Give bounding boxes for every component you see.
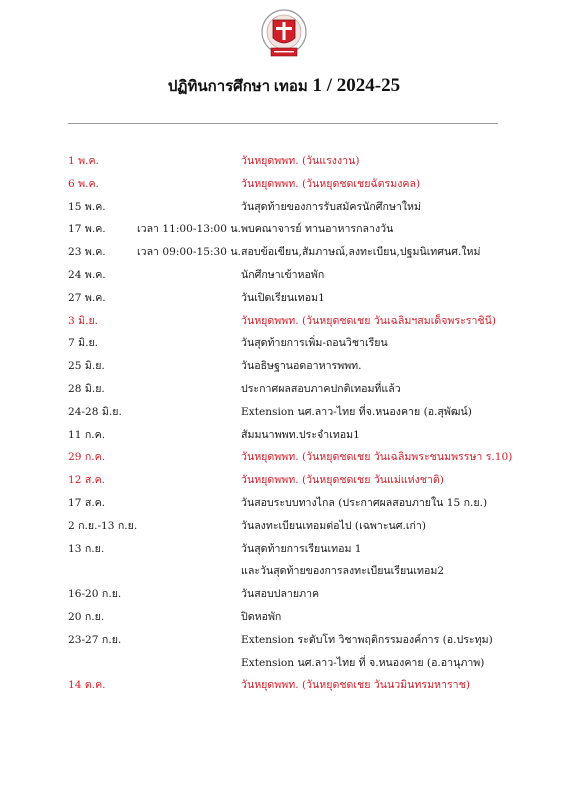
title-text: ปฏิทินการศึกษา เทอม [167,79,308,95]
calendar-row [0,515,568,538]
event-date: 23-27 ก.ย. [68,633,122,646]
calendar-row [0,446,568,469]
event-date: 6 พ.ค. [68,177,99,190]
calendar-row [0,378,568,401]
page-title [0,74,568,98]
event-description: Extension ระดับโท วิชาพฤติกรรมองค์การ (อ.ประทุม) [241,633,493,646]
event-description: วันอธิษฐานอดอาหารพพท. [241,360,362,373]
event-date: 23 พ.ค. [68,246,106,259]
calendar-row [0,173,568,196]
calendar-row [0,401,568,424]
event-time: เวลา 11:00-13:00 น. [137,223,241,236]
event-description: วันหยุดพพท. (วันแรงงาน) [241,155,360,167]
calendar-row [0,196,568,219]
calendar-list [0,150,568,697]
event-date: 12 ส.ค. [68,474,106,487]
calendar-row [0,492,568,515]
event-date: 17 ส.ค. [68,496,106,509]
event-description: วันลงทะเบียนเทอมต่อไป (เฉพาะนศ.เก่า) [241,519,426,532]
event-date: 29 ก.ค. [68,451,106,464]
event-date: 11 ก.ค. [68,428,106,441]
calendar-row [0,241,568,264]
calendar-row [0,264,568,287]
calendar-row [0,287,568,310]
event-date: 2 ก.ย.-13 ก.ย. [68,519,138,532]
event-description: นักศึกษาเข้าหอพัก [241,268,325,281]
event-date: 28 มิ.ย. [68,382,105,395]
event-description: วันหยุดพพท. (วันหยุดชดเชย วันแม่แห่งชาติ) [241,474,444,487]
event-date: 14 ต.ค. [68,679,106,692]
event-date: 1 พ.ค. [68,155,99,167]
event-description: ประกาศผลสอบภาคปกติเทอมที่แล้ว [241,382,401,395]
calendar-row [0,674,568,697]
event-date: 25 มิ.ย. [68,360,105,373]
calendar-row [0,652,568,675]
event-description: สอบข้อเขียน,สัมภาษณ์,ลงทะเบียน,ปฐมนิเทศนศ.ใหม่ [241,246,481,259]
event-description: วันสุดท้ายการเรียนเทอม 1 [241,542,362,555]
event-description: ปิดหอพัก [241,610,282,623]
event-date: 15 พ.ค. [68,200,106,213]
event-date: 16-20 ก.ย. [68,588,122,601]
calendar-row [0,606,568,629]
calendar-row [0,469,568,492]
event-date: 13 ก.ย. [68,542,105,555]
calendar-row [0,332,568,355]
event-description: Extension นศ.ลาว-ไทย ที่ จ.หนองคาย (อ.อานุภาพ) [241,656,485,669]
event-date: 27 พ.ค. [68,291,106,304]
event-description: วันหยุดพพท. (วันหยุดชดเชย วันนวมินทรมหาราช) [241,679,470,692]
calendar-row [0,629,568,652]
event-date: 20 ก.ย. [68,610,105,623]
event-description: วันสุดท้ายของการรับสมัครนักศึกษาใหม่ [241,200,422,213]
event-description: วันหยุดพพท. (วันหยุดชดเชย วันเฉลิมฯสมเด็จพระราชินี) [241,314,496,327]
event-description: Extension นศ.ลาว-ไทย ที่จ.หนองคาย (อ.สุพัฒน์) [241,405,472,418]
event-date: 24-28 มิ.ย. [68,405,122,418]
event-description: วันหยุดพพท. (วันหยุดชดเชยฉัตรมงคล) [241,177,421,190]
event-description: วันสอบปลายภาค [241,588,320,601]
calendar-row [0,355,568,378]
event-description: วันหยุดพพท. (วันหยุดชดเชย วันเฉลิมพระชนมพรรษา ร.10) [241,451,513,464]
divider [68,123,498,124]
event-description: วันเปิดเรียนเทอม1 [241,291,325,304]
title-term: 1 / 2024-25 [312,75,401,96]
event-description: พบคณาจารย์ ทานอาหารกลางวัน [241,223,394,236]
seminary-logo [259,8,309,60]
calendar-row [0,310,568,333]
calendar-row [0,424,568,447]
event-description: สัมมนาพพท.ประจำเทอม1 [241,428,360,441]
event-date: 24 พ.ค. [68,268,106,281]
event-date: 3 มิ.ย. [68,314,99,327]
event-description: วันสอบระบบทางไกล (ประกาศผลสอบภายใน 15 ก.ย.) [241,496,488,509]
event-date: 7 มิ.ย. [68,337,99,350]
event-description: วันสุดท้ายการเพิ่ม-ถอนวิชาเรียน [241,337,388,350]
calendar-row [0,150,568,173]
calendar-row [0,560,568,583]
calendar-row [0,218,568,241]
calendar-row [0,538,568,561]
calendar-row [0,583,568,606]
event-time: เวลา 09:00-15:30 น. [137,246,241,259]
event-description: และวันสุดท้ายของการลงทะเบียนเรียนเทอม2 [241,565,445,578]
event-date: 17 พ.ค. [68,223,106,236]
